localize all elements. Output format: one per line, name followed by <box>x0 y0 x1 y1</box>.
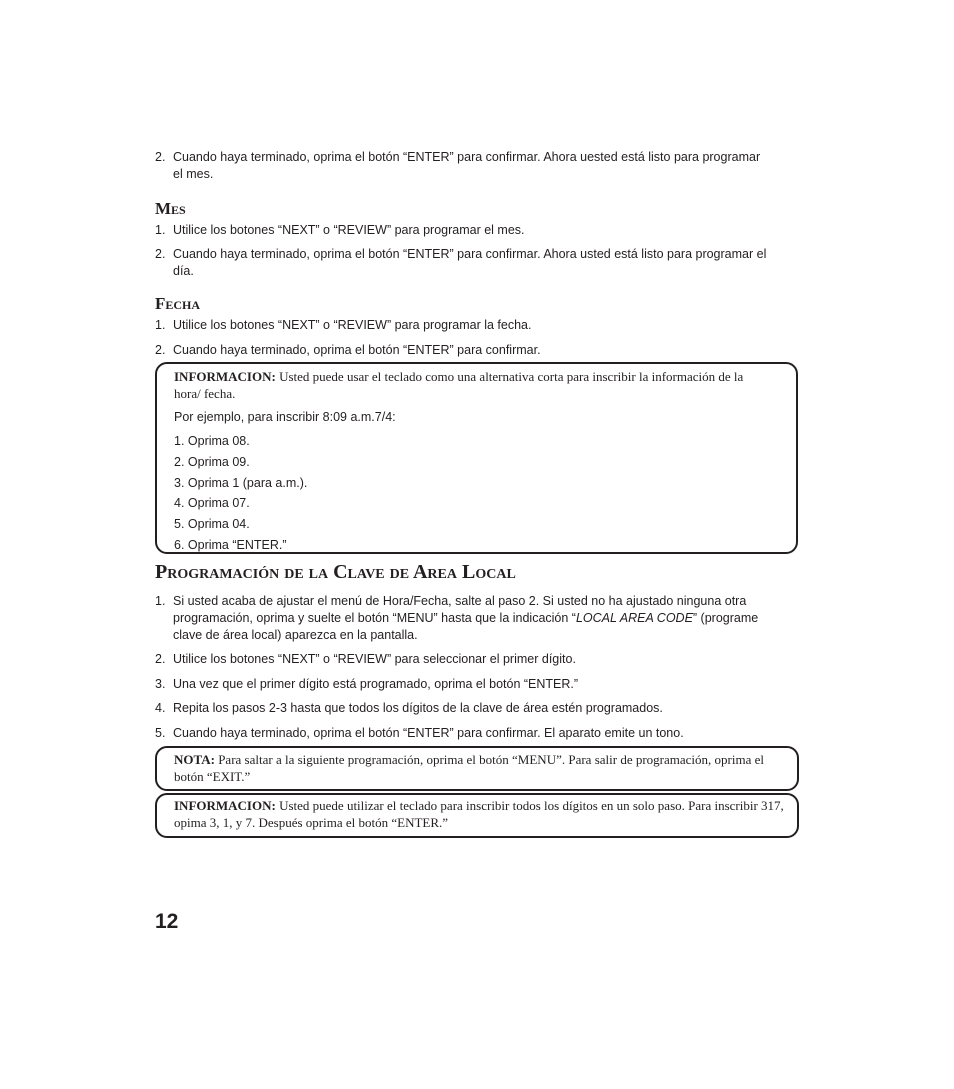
info-label: INFORMACION: <box>174 798 276 813</box>
step-text: Si usted acaba de ajustar el menú de Hora/Fecha, salte al paso 2. Si usted no ha ajustado ninguna otra programación, oprima y suelte el botón “MENU” hasta que la indicación “LOCAL AREA CODE” (programe clave de área local) aparezca en la pantalla. <box>173 594 759 642</box>
fecha-step-2 <box>155 342 775 360</box>
example-item: 3. Oprima 1 (para a.m.). <box>174 476 308 490</box>
info-box-date-shortcut <box>155 362 798 554</box>
nota-label: NOTA: <box>174 752 215 767</box>
example-item: 2. Oprima 09. <box>174 455 250 469</box>
step-text: Utilice los botones “NEXT” o “REVIEW” para seleccionar el primer dígito. <box>173 652 576 666</box>
step-text: Utilice los botones “NEXT” o “REVIEW” para programar la fecha. <box>173 318 532 332</box>
example-item: 6. Oprima “ENTER.” <box>174 538 287 552</box>
section-heading-area-code: Programación de la Clave de Area Local <box>155 561 516 583</box>
example-item: 1. Oprima 08. <box>174 434 250 448</box>
step-number: 3. <box>155 677 166 691</box>
step-number: 2. <box>155 150 166 164</box>
step-text: Cuando haya terminado, oprima el botón “ENTER” para confirmar. El aparato emite un tono. <box>173 726 684 740</box>
step-text: Cuando haya terminado, oprima el botón “ENTER” para confirmar. Ahora uested está listo para programar el mes. <box>173 150 761 181</box>
nota-box <box>155 746 799 791</box>
section-heading-mes: Mes <box>155 199 186 218</box>
step-text: Cuando haya terminado, oprima el botón “ENTER” para confirmar. Ahora usted está listo para programar el día. <box>173 247 767 278</box>
intro-step <box>155 149 775 185</box>
area-step-1 <box>155 593 775 647</box>
example-line: Por ejemplo, para inscribir 8:09 a.m.7/4: <box>174 410 396 424</box>
section-heading-fecha: Fecha <box>155 294 201 313</box>
info-text: Usted puede utilizar el teclado para inscribir todos los dígitos en un solo paso. Para inscribir 317, opima 3, 1, y 7. Después oprima el botón “ENTER.” <box>174 798 784 830</box>
page-number: 12 <box>155 910 179 933</box>
info-note <box>174 368 754 402</box>
step-text: Una vez que el primer dígito está programado, oprima el botón “ENTER.” <box>173 677 579 691</box>
info-note <box>174 797 784 831</box>
fecha-step-1 <box>155 317 775 335</box>
step-text: Cuando haya terminado, oprima el botón “ENTER” para confirmar. <box>173 343 541 357</box>
nota-note <box>174 751 774 785</box>
step-number: 2. <box>155 343 166 357</box>
step-number: 1. <box>155 594 166 608</box>
step-text: Repita los pasos 2-3 hasta que todos los dígitos de la clave de área estén programados. <box>173 701 663 715</box>
step-number: 2. <box>155 247 166 261</box>
info-label: INFORMACION: <box>174 369 276 384</box>
area-step-5 <box>155 725 775 743</box>
example-item: 4. Oprima 07. <box>174 496 250 510</box>
mes-step-2 <box>155 246 775 282</box>
step-number: 4. <box>155 701 166 715</box>
step-number: 1. <box>155 223 166 237</box>
info-text: Usted puede usar el teclado como una alternativa corta para inscribir la información de la hora/ fecha. <box>174 369 744 401</box>
example-item: 5. Oprima 04. <box>174 517 250 531</box>
area-step-2 <box>155 651 775 669</box>
nota-text: Para saltar a la siguiente programación, oprima el botón “MENU”. Para salir de programación, oprima el botón “EXIT.” <box>174 752 764 784</box>
display-indication: LOCAL AREA CODE <box>575 611 693 625</box>
area-step-3 <box>155 676 775 694</box>
area-step-4 <box>155 700 775 718</box>
info-box-keypad <box>155 793 799 838</box>
mes-step-1 <box>155 222 775 240</box>
step-number: 1. <box>155 318 166 332</box>
step-number: 5. <box>155 726 166 740</box>
step-number: 2. <box>155 652 166 666</box>
step-text: Utilice los botones “NEXT” o “REVIEW” para programar el mes. <box>173 223 525 237</box>
